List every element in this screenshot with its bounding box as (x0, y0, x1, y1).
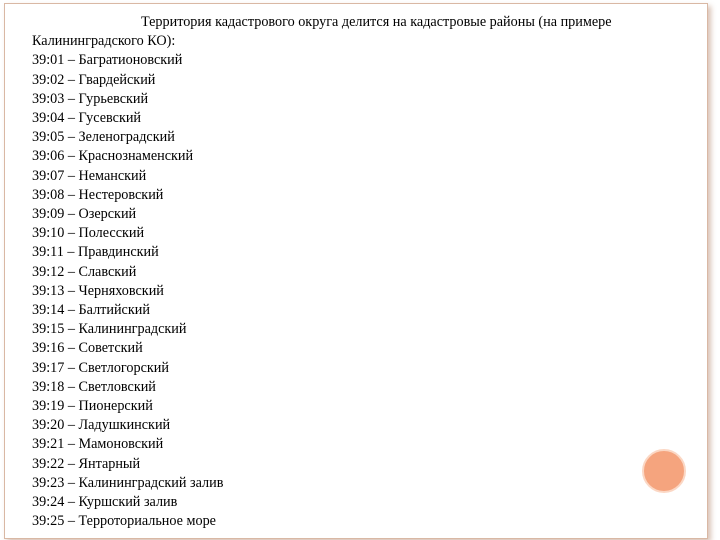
district-item (32, 128, 692, 147)
district-name: Черняховский (78, 282, 164, 299)
district-code: 39:18 (32, 378, 65, 395)
district-code: 39:16 (32, 340, 65, 357)
district-name: Мамоновский (78, 436, 164, 453)
district-code: 39:15 (32, 321, 65, 338)
district-separator: – (64, 321, 79, 338)
decorative-circle (642, 449, 686, 493)
district-name: Полесский (78, 225, 145, 242)
district-name: Зеленоградский (78, 129, 175, 146)
district-separator: – (64, 474, 79, 491)
district-code: 39:10 (32, 225, 65, 242)
district-separator: – (64, 398, 79, 415)
district-separator: – (64, 225, 79, 242)
district-name: Советский (78, 340, 143, 357)
district-code: 39:08 (32, 186, 65, 203)
district-code: 39:06 (32, 148, 65, 165)
district-item (32, 435, 692, 454)
district-separator: – (64, 71, 79, 88)
district-code: 39:22 (32, 455, 65, 472)
district-separator: – (64, 436, 79, 453)
district-item (32, 320, 692, 339)
district-separator: – (64, 359, 79, 376)
district-separator: – (64, 494, 79, 511)
district-code: 39:09 (32, 206, 65, 223)
district-name: Гвардейский (78, 71, 156, 88)
district-separator: – (64, 378, 79, 395)
district-item (32, 167, 692, 186)
district-separator: – (64, 167, 79, 184)
district-item (32, 378, 692, 397)
district-name: Светловский (78, 378, 156, 395)
district-item (32, 416, 692, 435)
district-separator: – (64, 340, 79, 357)
district-name: Терроториальное море (78, 513, 216, 530)
district-item (32, 493, 692, 512)
district-item (32, 205, 692, 224)
district-item (32, 263, 692, 282)
district-item (32, 512, 692, 531)
district-separator: – (64, 206, 79, 223)
district-separator: – (63, 244, 78, 261)
district-item (32, 301, 692, 320)
district-name: Янтарный (78, 455, 141, 472)
district-item (32, 474, 692, 493)
district-name: Багратионовский (78, 52, 183, 69)
district-separator: – (64, 129, 79, 146)
district-code: 39:20 (32, 417, 65, 434)
district-separator: – (64, 455, 79, 472)
district-code: 39:21 (32, 436, 65, 453)
district-separator: – (64, 263, 79, 280)
district-item (32, 359, 692, 378)
district-name: Пионерский (78, 398, 153, 415)
district-code: 39:24 (32, 494, 65, 511)
district-item (32, 224, 692, 243)
district-code: 39:19 (32, 398, 65, 415)
district-separator: – (64, 513, 79, 530)
district-name: Краснознаменский (78, 148, 194, 165)
district-name: Калининградский залив (78, 474, 224, 491)
district-code: 39:07 (32, 167, 65, 184)
district-item (32, 339, 692, 358)
district-item (32, 51, 692, 70)
district-item (32, 282, 692, 301)
district-separator: – (64, 110, 79, 127)
district-name: Калининградский (78, 321, 187, 338)
district-name: Гурьевский (78, 90, 149, 107)
district-separator: – (64, 90, 79, 107)
district-code: 39:23 (32, 474, 65, 491)
district-code: 39:11 (32, 244, 64, 261)
district-code: 39:12 (32, 263, 65, 280)
district-name: Неманский (78, 167, 147, 184)
district-item (32, 90, 692, 109)
district-item (32, 109, 692, 128)
district-code: 39:25 (32, 513, 65, 530)
district-separator: – (64, 148, 79, 165)
slide-content (32, 13, 692, 531)
district-code: 39:14 (32, 302, 65, 319)
district-name: Гусевский (78, 110, 142, 127)
district-item (32, 397, 692, 416)
district-separator: – (64, 302, 79, 319)
district-item (32, 455, 692, 474)
district-item (32, 186, 692, 205)
district-name: Балтийский (78, 302, 150, 319)
district-list (32, 51, 692, 531)
district-name: Правдинский (77, 244, 159, 261)
district-name: Ладушкинский (78, 417, 171, 434)
district-separator: – (64, 417, 79, 434)
district-separator: – (64, 186, 79, 203)
district-code: 39:04 (32, 110, 65, 127)
district-code: 39:01 (32, 52, 65, 69)
district-item (32, 71, 692, 90)
district-name: Славский (78, 263, 137, 280)
district-name: Озерский (78, 206, 137, 223)
slide-heading: Территория кадастрового округа делится на кадастровые районы (на примере Калининградского КО): (32, 14, 612, 50)
district-code: 39:03 (32, 90, 65, 107)
district-code: 39:13 (32, 282, 65, 299)
district-code: 39:05 (32, 129, 65, 146)
slide-frame (4, 3, 708, 539)
district-code: 39:17 (32, 359, 65, 376)
district-separator: – (64, 52, 79, 69)
district-code: 39:02 (32, 71, 65, 88)
district-name: Куршский залив (78, 494, 178, 511)
district-item (32, 147, 692, 166)
district-separator: – (64, 282, 79, 299)
district-name: Нестеровский (78, 186, 164, 203)
district-item (32, 243, 692, 262)
district-name: Светлогорский (78, 359, 169, 376)
